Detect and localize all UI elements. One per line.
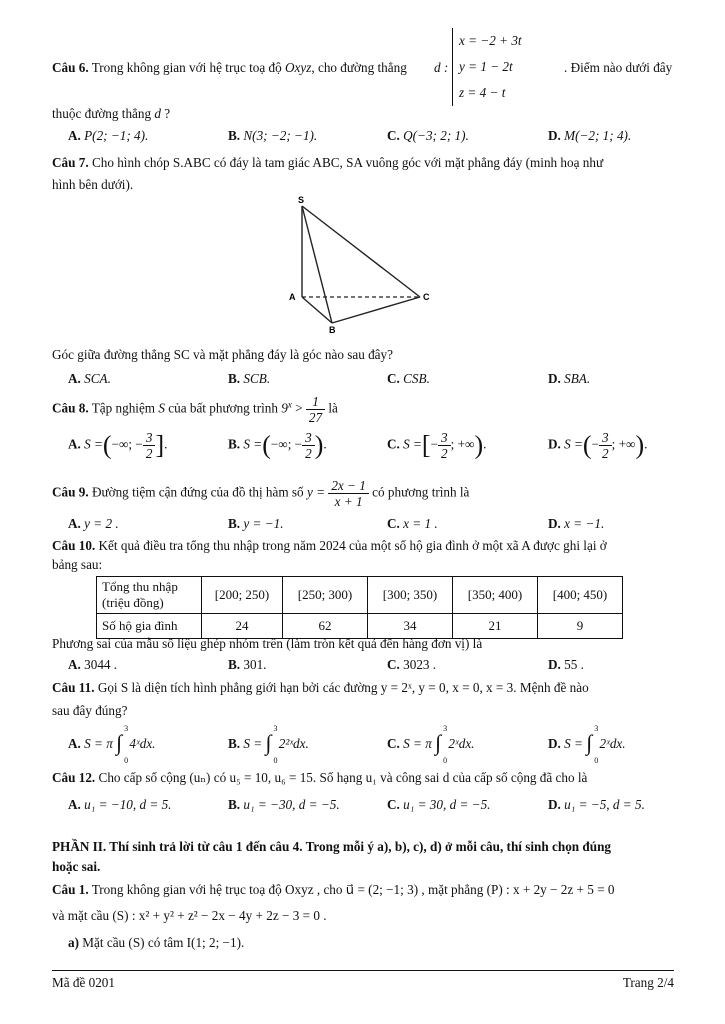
- q8-option-b[interactable]: B. S =(−∞; − $\frac{3}{2}$ ).: [228, 430, 327, 462]
- q10-option-c[interactable]: C. 3023 .: [387, 657, 437, 672]
- vertex-c-label: C: [423, 292, 430, 302]
- q7-option-d[interactable]: D. SBA.: [548, 371, 591, 386]
- q6-option-b[interactable]: B. N(3; −2; −1).: [228, 128, 318, 143]
- edge-ab: [302, 297, 332, 323]
- vertex-a-label: A: [289, 292, 296, 302]
- q6-line2: thuộc đường thẳng d ?: [52, 106, 171, 121]
- q7-option-a[interactable]: A. SCA.: [68, 371, 111, 386]
- q6-sys-x: x = −2 + 3t: [459, 33, 522, 48]
- table-group-cell: [400; 450): [538, 577, 623, 614]
- q8-fraction: $\frac{1}{27}$: [306, 394, 325, 425]
- q6-sys-z: z = 4 − t: [459, 85, 506, 100]
- q11-option-a[interactable]: A. S = π ∫ 3 0 4ˣdx.: [68, 724, 156, 765]
- q6-sys-y: y = 1 − 2t: [459, 59, 513, 74]
- table-count-cell: 62: [283, 614, 368, 639]
- q6-d-label: d :: [434, 60, 449, 75]
- q12-option-b[interactable]: B. u₁ = −30, d = −5.: [228, 797, 340, 812]
- q12-option-c[interactable]: C. u₁ = 30, d = −5.: [387, 797, 491, 812]
- q9-option-d[interactable]: D. x = −1.: [548, 516, 605, 531]
- table-row: [97, 577, 623, 614]
- pyramid-figure: [288, 194, 438, 334]
- q9-option-a[interactable]: A. y = 2 .: [68, 516, 119, 531]
- page-number: Trang 2/4: [622, 975, 674, 990]
- part2-heading-line1: PHẦN II. Thí sinh trả lời từ câu 1 đến câu 4. Trong mỗi ý a), b), c), d) ở mỗi câu, thí sinh chọn đúng: [52, 839, 612, 854]
- q6-option-c[interactable]: C. Q(−3; 2; 1).: [387, 128, 469, 143]
- exam-page: [52, 0, 674, 1024]
- table-group-cell: [200; 250): [202, 577, 283, 614]
- q6-line-system: [452, 28, 522, 106]
- q10-option-b[interactable]: B. 301.: [228, 657, 267, 672]
- vertex-s-label: S: [298, 195, 305, 205]
- table-group-cell: [300; 350): [368, 577, 453, 614]
- table-count-cell: 21: [453, 614, 538, 639]
- q7-option-c[interactable]: C. CSB.: [387, 371, 430, 386]
- q7-line2: hình bên dưới).: [52, 177, 134, 192]
- q11-line2: sau đây đúng?: [52, 703, 128, 718]
- q8-option-a[interactable]: A. S =(−∞; − $\frac{3}{2}$ ].: [68, 430, 168, 462]
- vertex-b-label: B: [329, 325, 336, 334]
- table-header-income: Tổng thu nhập (triệu đồng): [97, 577, 202, 614]
- integral-sign: ∫ 3 0: [435, 724, 448, 765]
- footer-divider: [52, 970, 674, 971]
- integral-sign: ∫ 3 0: [586, 724, 599, 765]
- q10-option-a[interactable]: A. 3044 .: [68, 657, 118, 672]
- table-row: [97, 614, 623, 639]
- edge-sc: [302, 206, 420, 297]
- edge-sb: [302, 206, 332, 323]
- table-group-cell: [350; 400): [453, 577, 538, 614]
- q11-option-d[interactable]: D. S = ∫ 3 0 2ˣdx.: [548, 724, 626, 765]
- q10-question: Phương sai của mẫu số liệu ghép nhóm trên (làm tròn kết quả đến hàng đơn vị) là: [52, 636, 483, 651]
- p2q1-line1: Câu 1. Trong không gian với hệ trục toạ độ Oxyz , cho u⃗ = (2; −1; 3) , mặt phẳng (P) : x + 2y − 2z + 5 = 0: [52, 882, 615, 897]
- table-group-cell: [250; 300): [283, 577, 368, 614]
- q9-fraction: $\frac{2x - 1}{x + 1}$: [328, 478, 369, 509]
- q6-option-a[interactable]: A. P(2; −1; 4).: [68, 128, 149, 143]
- q12-option-d[interactable]: D. u₁ = −5, d = 5.: [548, 797, 645, 812]
- exam-code: Mã đề 0201: [52, 975, 115, 990]
- table-count-cell: 9: [538, 614, 623, 639]
- q10-line2: bảng sau:: [52, 557, 103, 572]
- q8-option-c[interactable]: C. S =[− $\frac{3}{2}$ ; +∞).: [387, 430, 487, 462]
- q7-question: Góc giữa đường thẳng SC và mặt phẳng đáy là góc nào sau đây?: [52, 347, 393, 362]
- table-count-cell: 34: [368, 614, 453, 639]
- q9-option-c[interactable]: C. x = 1 .: [387, 516, 438, 531]
- q8-option-d[interactable]: D. S =(− $\frac{3}{2}$ ; +∞).: [548, 430, 648, 462]
- q12-option-a[interactable]: A. u₁ = −10, d = 5.: [68, 797, 172, 812]
- q6-line1-end: . Điểm nào dưới đây: [564, 60, 673, 75]
- q9-line: Câu 9. Đường tiệm cận đứng của đồ thị hàm số y = $\frac{2x - 1}{x + 1}$ có phương trình là: [52, 478, 470, 510]
- q11-line1: Câu 11. Gọi S là diện tích hình phẳng giới hạn bởi các đường y = 2ˣ, y = 0, x = 0, x = 3. Mệnh đề nào: [52, 680, 589, 695]
- q8-line: Câu 8. Tập nghiệm S của bất phương trình 9$^x$ > $\frac{1}{27}$ là: [52, 394, 338, 426]
- table-count-cell: 24: [202, 614, 283, 639]
- part2-heading-line2: hoặc sai.: [52, 859, 101, 874]
- income-table: [96, 576, 623, 639]
- integral-sign: ∫ 3 0: [265, 724, 278, 765]
- q6-option-d[interactable]: D. M(−2; 1; 4).: [548, 128, 632, 143]
- p2q1-line2: và mặt cầu (S) : x² + y² + z² − 2x − 4y + 2z − 3 = 0 .: [52, 908, 327, 923]
- q11-option-c[interactable]: C. S = π ∫ 3 0 2ˣdx.: [387, 724, 475, 765]
- edge-bc: [332, 297, 420, 323]
- q7-option-b[interactable]: B. SCB.: [228, 371, 271, 386]
- q12-line: Câu 12. Cho cấp số cộng (uₙ) có u₅ = 10, u₆ = 15. Số hạng u₁ và công sai d của cấp số cộng đã cho là: [52, 770, 588, 785]
- q7-line1: Câu 7. Cho hình chóp S.ABC có đáy là tam giác ABC, SA vuông góc với mặt phẳng đáy (minh hoạ như: [52, 155, 604, 170]
- q9-option-b[interactable]: B. y = −1.: [228, 516, 284, 531]
- integral-sign: ∫ 3 0: [116, 724, 129, 765]
- q11-option-b[interactable]: B. S = ∫ 3 0 2²ˣdx.: [228, 724, 309, 765]
- q10-line1: Câu 10. Kết quả điều tra tổng thu nhập trong năm 2024 của một số hộ gia đình ở một xã A được ghi lại ở: [52, 538, 607, 553]
- q6-line1: Câu 6. Trong không gian với hệ trục toạ độ Oxyz, cho đường thẳng: [52, 60, 407, 75]
- p2q1-statement-a[interactable]: a) Mặt cầu (S) có tâm I(1; 2; −1).: [68, 935, 245, 950]
- table-header-households: Số hộ gia đình: [97, 614, 202, 639]
- q10-option-d[interactable]: D. 55 .: [548, 657, 584, 672]
